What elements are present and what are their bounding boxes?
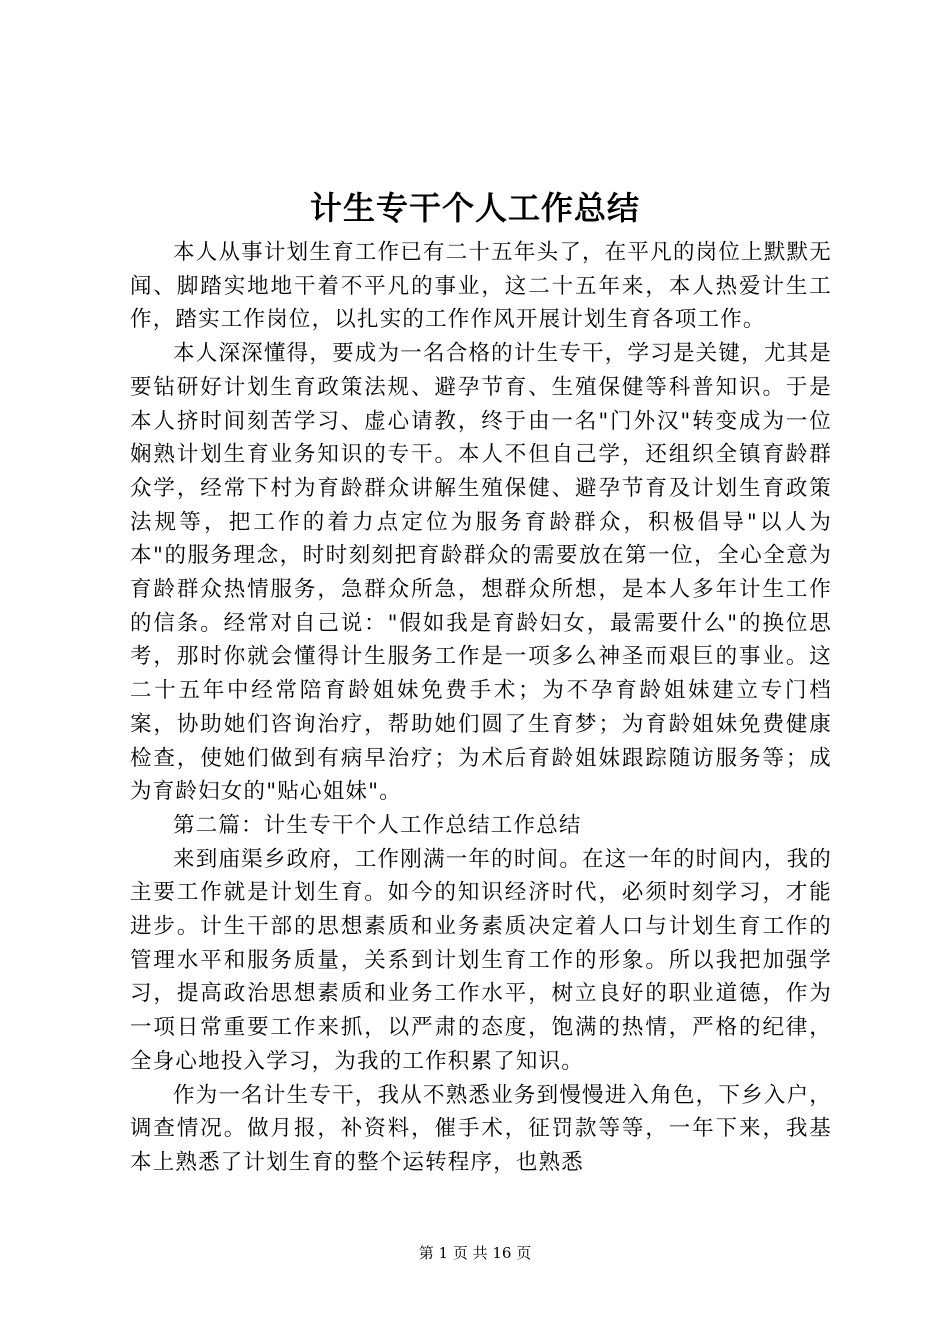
paragraph: 来到庙渠乡政府，工作刚满一年的时间。在这一年的时间内，我的主要工作就是计划生育。如今的知识经济时代，必须时刻学习，才能进步。计生干部的思想素质和业务素质决定着人口与计划生育工作的管理水平和服务质量，关系到计划生育工作的形象。所以我把加强学习，提高政治思想素质和业务工作水平，树立良好的职业道德，作为一项日常重要工作来抓，以严肃的态度，饱满的热情，严格的纪律，全身心地投入学习，为我的工作积累了知识。 [130, 846, 832, 1074]
paragraph: 作为一名计生专干，我从不熟悉业务到慢慢进入角色，下乡入户，调查情况。做月报，补资料，催手术，征罚款等等，一年下来，我基本上熟悉了计划生育的整个运转程序，也熟悉 [130, 1082, 832, 1175]
document-body [130, 236, 832, 1180]
paragraph: 本人深深懂得，要成为一名合格的计生专干，学习是关键，尤其是要钻研好计划生育政策法规、避孕节育、生殖保健等科普知识。于是本人挤时间刻苦学习、虚心请教，终于由一名"门外汉"转变成为一位娴熟计划生育业务知识的专干。本人不但自己学，还组织全镇育龄群众学，经常下村为育龄群众讲解生殖保健、避孕节育及计划生育政策法规等，把工作的着力点定位为服务育龄群众，积极倡导"以人为本"的服务理念，时时刻刻把育龄群众的需要放在第一位，全心全意为育龄群众热情服务，急群众所急，想群众所想，是本人多年计生工作的信条。经常对自己说："假如我是育龄妇女，最需要什么"的换位思考，那时你就会懂得计生服务工作是一项多么神圣而艰巨的事业。这二十五年中经常陪育龄姐妹免费手术；为不孕育龄姐妹建立专门档案，协助她们咨询治疗，帮助她们圆了生育梦；为育龄姐妹免费健康检查，使她们做到有病早治疗；为术后育龄姐妹跟踪随访服务等；成为育龄妇女的"贴心姐妹"。 [130, 341, 832, 805]
paragraph: 本人从事计划生育工作已有二十五年头了，在平凡的岗位上默默无闻、脚踏实地地干着不平凡的事业，这二十五年来，本人热爱计生工作，踏实工作岗位，以扎实的工作作风开展计划生育各项工作。 [130, 240, 832, 333]
document-title: 计生专干个人工作总结 [309, 189, 640, 227]
page-footer: 第 1 页 共 16 页 [418, 1244, 532, 1262]
section-heading: 第二篇：计生专干个人工作总结工作总结 [173, 812, 582, 838]
